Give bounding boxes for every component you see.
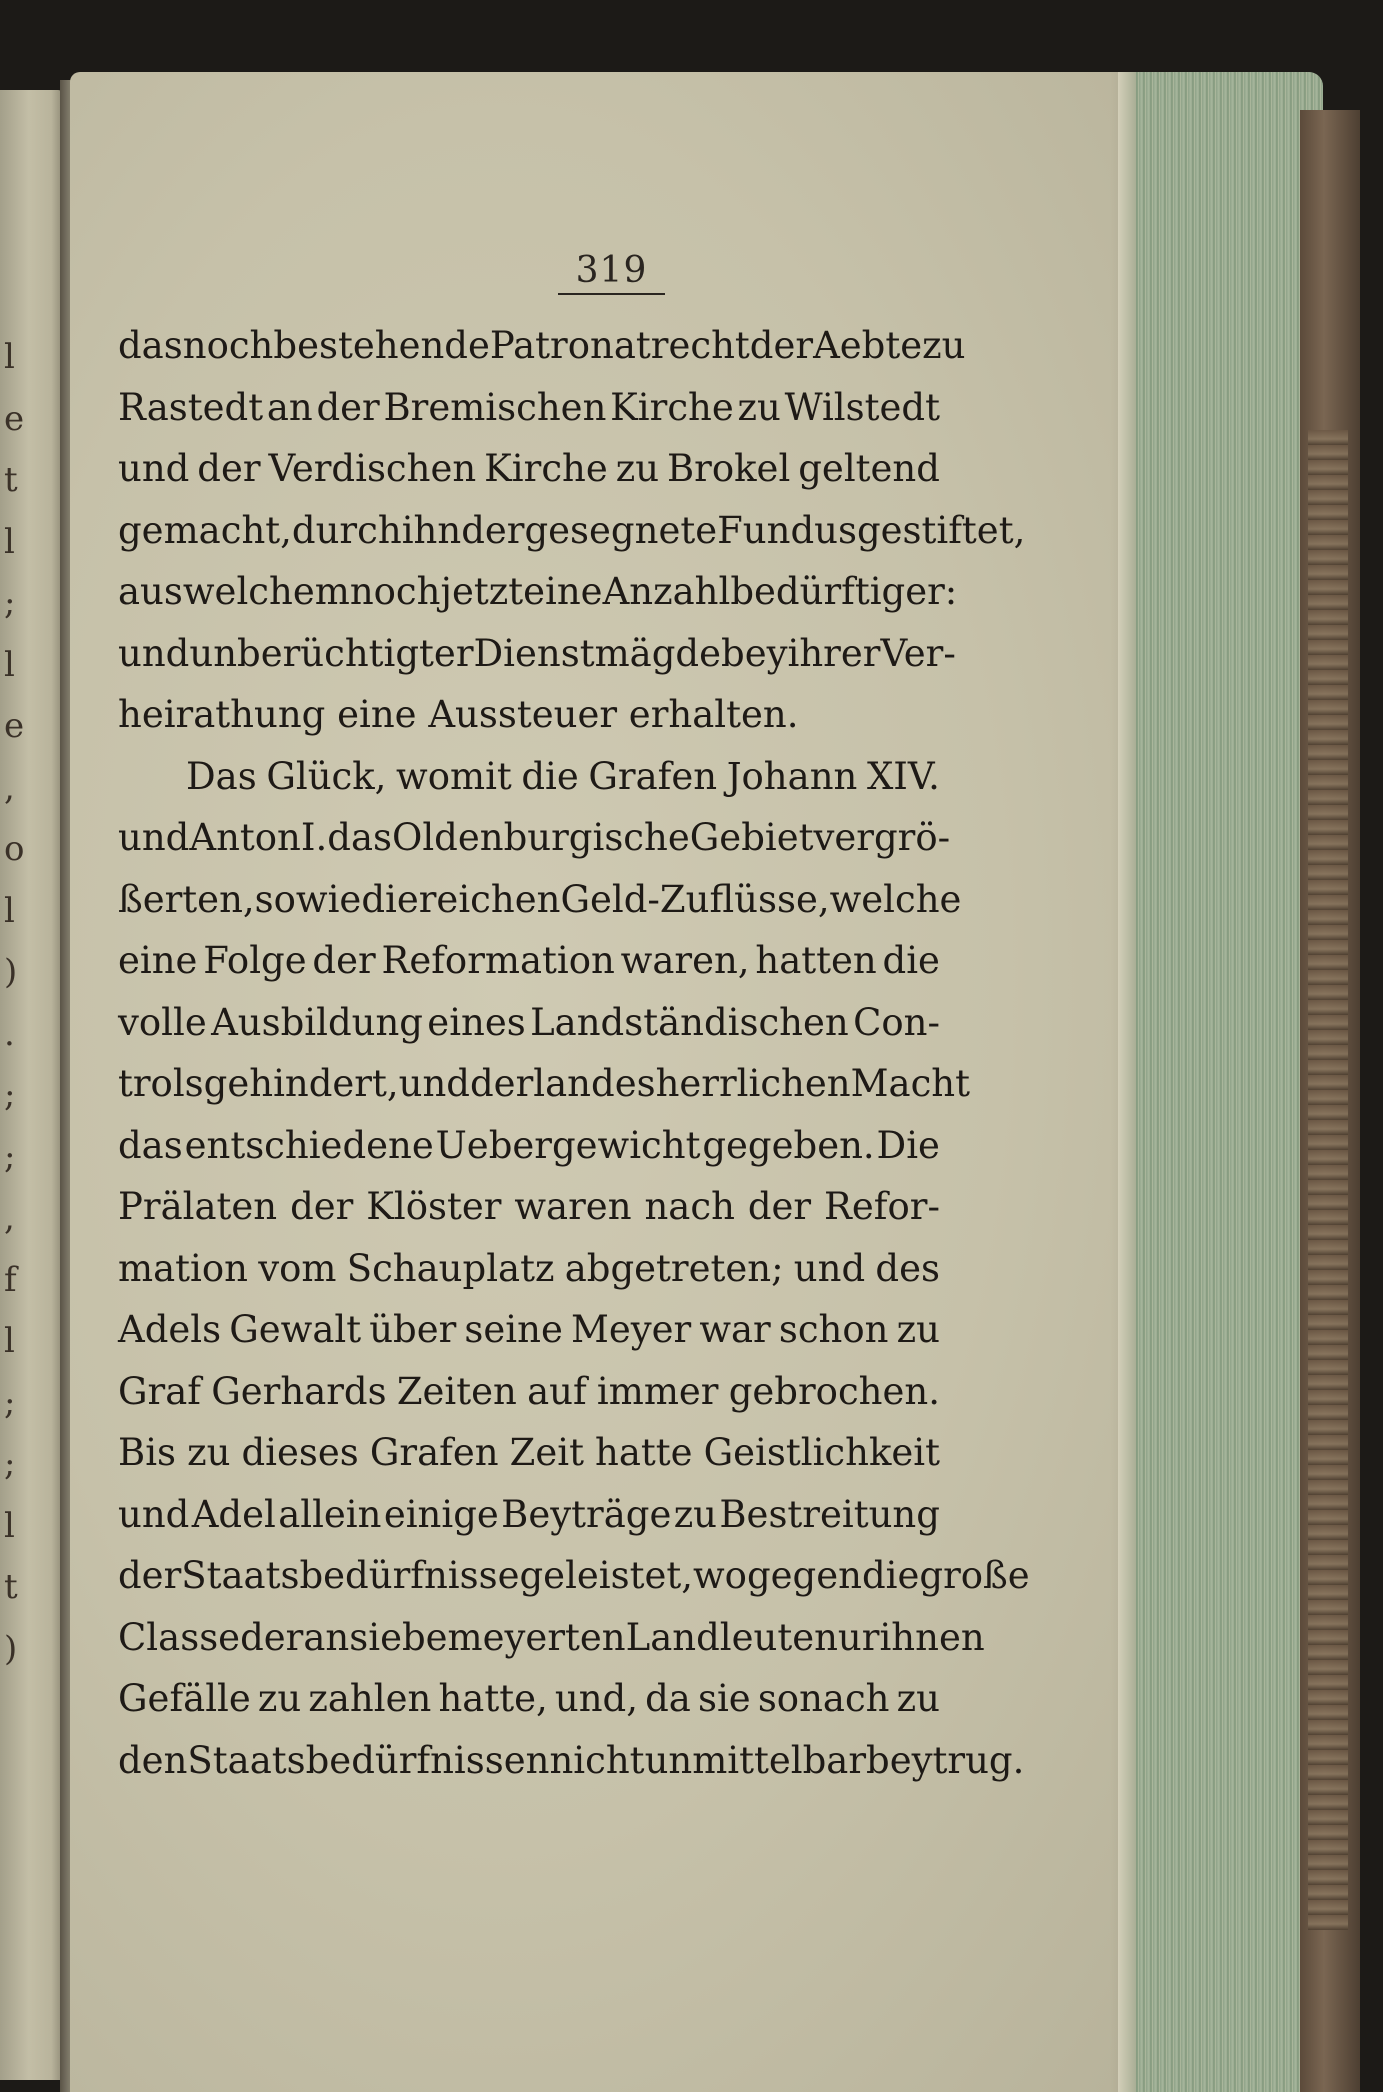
- facing-page-glyph: ): [4, 952, 18, 992]
- text-line: mation vom Schauplatz abgetreten; und des: [118, 1246, 940, 1290]
- text-line: und Anton I. das Oldenburgische Gebiet vergrö-: [118, 816, 951, 859]
- text-line: der Staatsbedürfnisse geleistet, wogegen die große: [118, 1554, 1030, 1597]
- text-line: das noch bestehende Patronatrecht der Aebte zu: [118, 324, 966, 367]
- text-line: und Adel allein einige Beyträge zu Bestreitung: [118, 1492, 940, 1536]
- facing-page-glyph: l: [4, 890, 15, 931]
- facing-page-glyph: t: [4, 1567, 18, 1607]
- facing-page-glyph: ,: [4, 1198, 15, 1238]
- facing-page-glyph: l: [4, 644, 15, 685]
- facing-page-glyph: f: [4, 1259, 17, 1300]
- text-line: den Staatsbedürfnissen nicht unmittelbar beytrug.: [118, 1738, 1025, 1782]
- facing-page-edge: [0, 90, 64, 2080]
- page-fore-edge: [1118, 72, 1323, 2092]
- text-line: Adels Gewalt über seine Meyer war schon zu: [118, 1308, 940, 1351]
- text-line: das entschiedene Uebergewicht gegeben. Die: [118, 1123, 940, 1167]
- text-line: Bis zu dieses Grafen Zeit hatte Geistlichkeit: [118, 1431, 940, 1474]
- text-line: Das Glück, womit die Grafen Johann XIV.: [186, 754, 940, 798]
- text-line: heirathung eine Aussteuer erhalten.: [118, 693, 799, 736]
- facing-page-glyph: o: [4, 829, 25, 869]
- text-line: Graf Gerhards Zeiten auf immer gebrochen.: [118, 1369, 940, 1413]
- text-line: eine Folge der Reformation waren, hatten die: [118, 939, 940, 982]
- text-line: ßerten, so wie die reichen Geld-Zuflüsse, welche: [118, 877, 962, 921]
- book-binding: [1300, 110, 1360, 2092]
- facing-page-glyph: ;: [4, 583, 16, 623]
- page-number: [0, 250, 1383, 295]
- text-line: Gefälle zu zahlen hatte, und, da sie sonach zu: [118, 1677, 940, 1720]
- page-number-text: 319: [558, 250, 666, 295]
- text-line: trols gehindert, und der landesherrlichen Macht: [118, 1062, 970, 1105]
- facing-page-glyph: l: [4, 337, 15, 377]
- facing-page-glyph: ): [4, 1628, 18, 1669]
- facing-page-glyph: l: [4, 521, 15, 562]
- body-text: [118, 315, 1030, 1791]
- facing-page-glyph: ;: [4, 1136, 16, 1177]
- facing-page-glyph: ;: [4, 1444, 16, 1484]
- facing-page-glyph: l: [4, 1321, 15, 1361]
- text-line: Prälaten der Klöster waren nach der Refor-: [118, 1185, 940, 1228]
- facing-page-glyph: e: [4, 706, 25, 746]
- facing-page-glyph: t: [4, 460, 18, 500]
- text-line: gemacht, durch ihn der gesegnete Fundus gestiftet,: [118, 508, 1026, 552]
- facing-page-glyph: ,: [4, 767, 15, 808]
- text-line: und der Verdischen Kirche zu Brokel geltend: [118, 447, 940, 490]
- text-line: Rastedt an der Bremischen Kirche zu Wilstedt: [118, 385, 940, 429]
- facing-page-glyph: l: [4, 1505, 15, 1546]
- facing-page-glyph: e: [4, 398, 25, 439]
- text-line: und unberüchtigter Dienstmägde bey ihrer Ver-: [118, 631, 956, 675]
- text-line: Classe der an sie bemeyerten Landleute nur ihnen: [118, 1615, 985, 1659]
- facing-page-glyph: ;: [4, 1382, 16, 1423]
- facing-page-glyph: ;: [4, 1075, 16, 1115]
- text-line: volle Ausbildung eines Landständischen Con-: [118, 1000, 940, 1044]
- text-line: aus welchem noch jetzt eine Anzahl bedürftiger:: [118, 570, 958, 613]
- facing-page-glyph: .: [4, 1013, 15, 1054]
